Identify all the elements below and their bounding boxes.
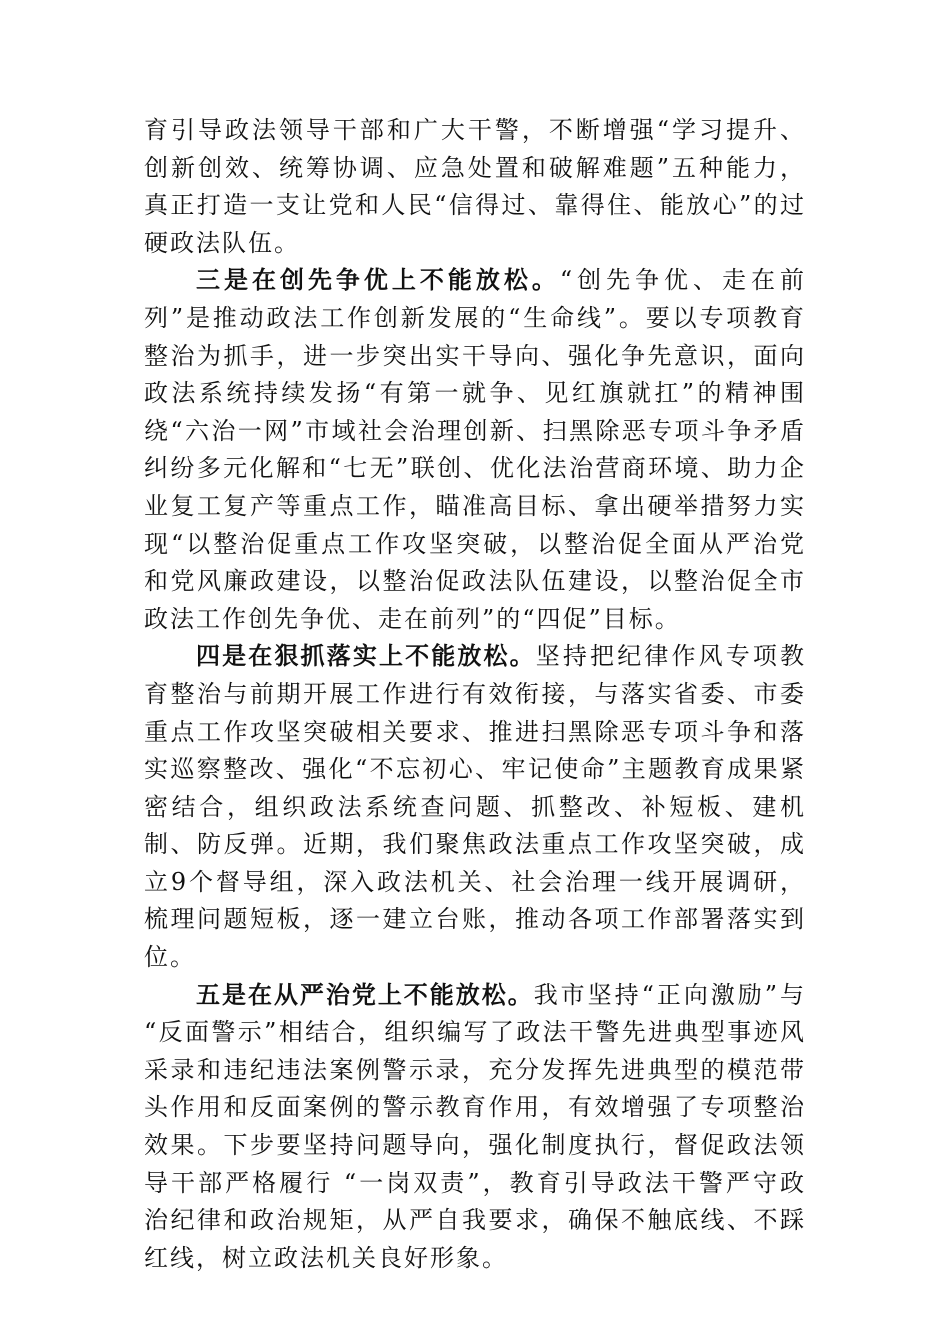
document-page [144, 112, 806, 1277]
paragraph-point-three [144, 262, 806, 638]
paragraph-lead: 五是在从严治党上不能放松。 [196, 980, 534, 1009]
paragraph-text: 育引导政法领导干部和广大干警，不断增强“学习提升、创新创效、统筹协调、应急处置和破解难题”五种能力，真正打造一支让党和人民“信得过、靠得住、能放心”的过硬政法队伍。 [144, 116, 806, 257]
paragraph-point-five [144, 977, 806, 1278]
paragraph-point-four [144, 638, 806, 976]
paragraph-text: “创先争优、走在前列”是推动政法工作创新发展的“生命线”。要以专项教育整治为抓手，进一步突出实干导向、强化争先意识，面向政法系统持续发扬“有第一就争、见红旗就扛”的精神围绕“六治一网”市域社会治理创新、扫黑除恶专项斗争矛盾纠纷多元化解和“七无”联创、优化法治营商环境、助力企业复工复产等重点工作，瞄准高目标、拿出硬举措努力实现“以整治促重点工作攻坚突破，以整治促全面从严治党和党风廉政建设，以整治促政法队伍建设，以整治促全市政法工作创先争优、走在前列”的“四促”目标。 [144, 266, 806, 633]
paragraph-text: 我市坚持“正向激励”与 “反面警示”相结合，组织编写了政法干警先进典型事迹风采录和违纪违法案例警示录，充分发挥先进典型的模范带头作用和反面案例的警示教育作用，有效增强了专项整治效果。下步要坚持问题导向，强化制度执行，督促政法领导干部严格履行 “一岗双责”，教育引导政法干警严守政治纪律和政治规矩，从严自我要求，确保不触底线、不踩红线，树立政法机关良好形象。 [144, 980, 807, 1272]
paragraph-lead: 四是在狠抓落实上不能放松。 [196, 642, 536, 671]
paragraph-text: 坚持把纪律作风专项教育整治与前期开展工作进行有效衔接，与落实省委、市委重点工作攻坚突破相关要求、推进扫黑除恶专项斗争和落实巡察整改、强化“不忘初心、牢记使命”主题教育成果紧密结合，组织政法系统查问题、抓整改、补短板、建机制、防反弹。近期，我们聚焦政法重点工作攻坚突破，成立9个督导组，深入政法机关、社会治理一线开展调研，梳理问题短板，逐一建立台账，推动各项工作部署落实到位。 [144, 642, 807, 972]
paragraph-lead: 三是在创先争优上不能放松。 [196, 266, 560, 295]
paragraph-continued [144, 112, 806, 262]
